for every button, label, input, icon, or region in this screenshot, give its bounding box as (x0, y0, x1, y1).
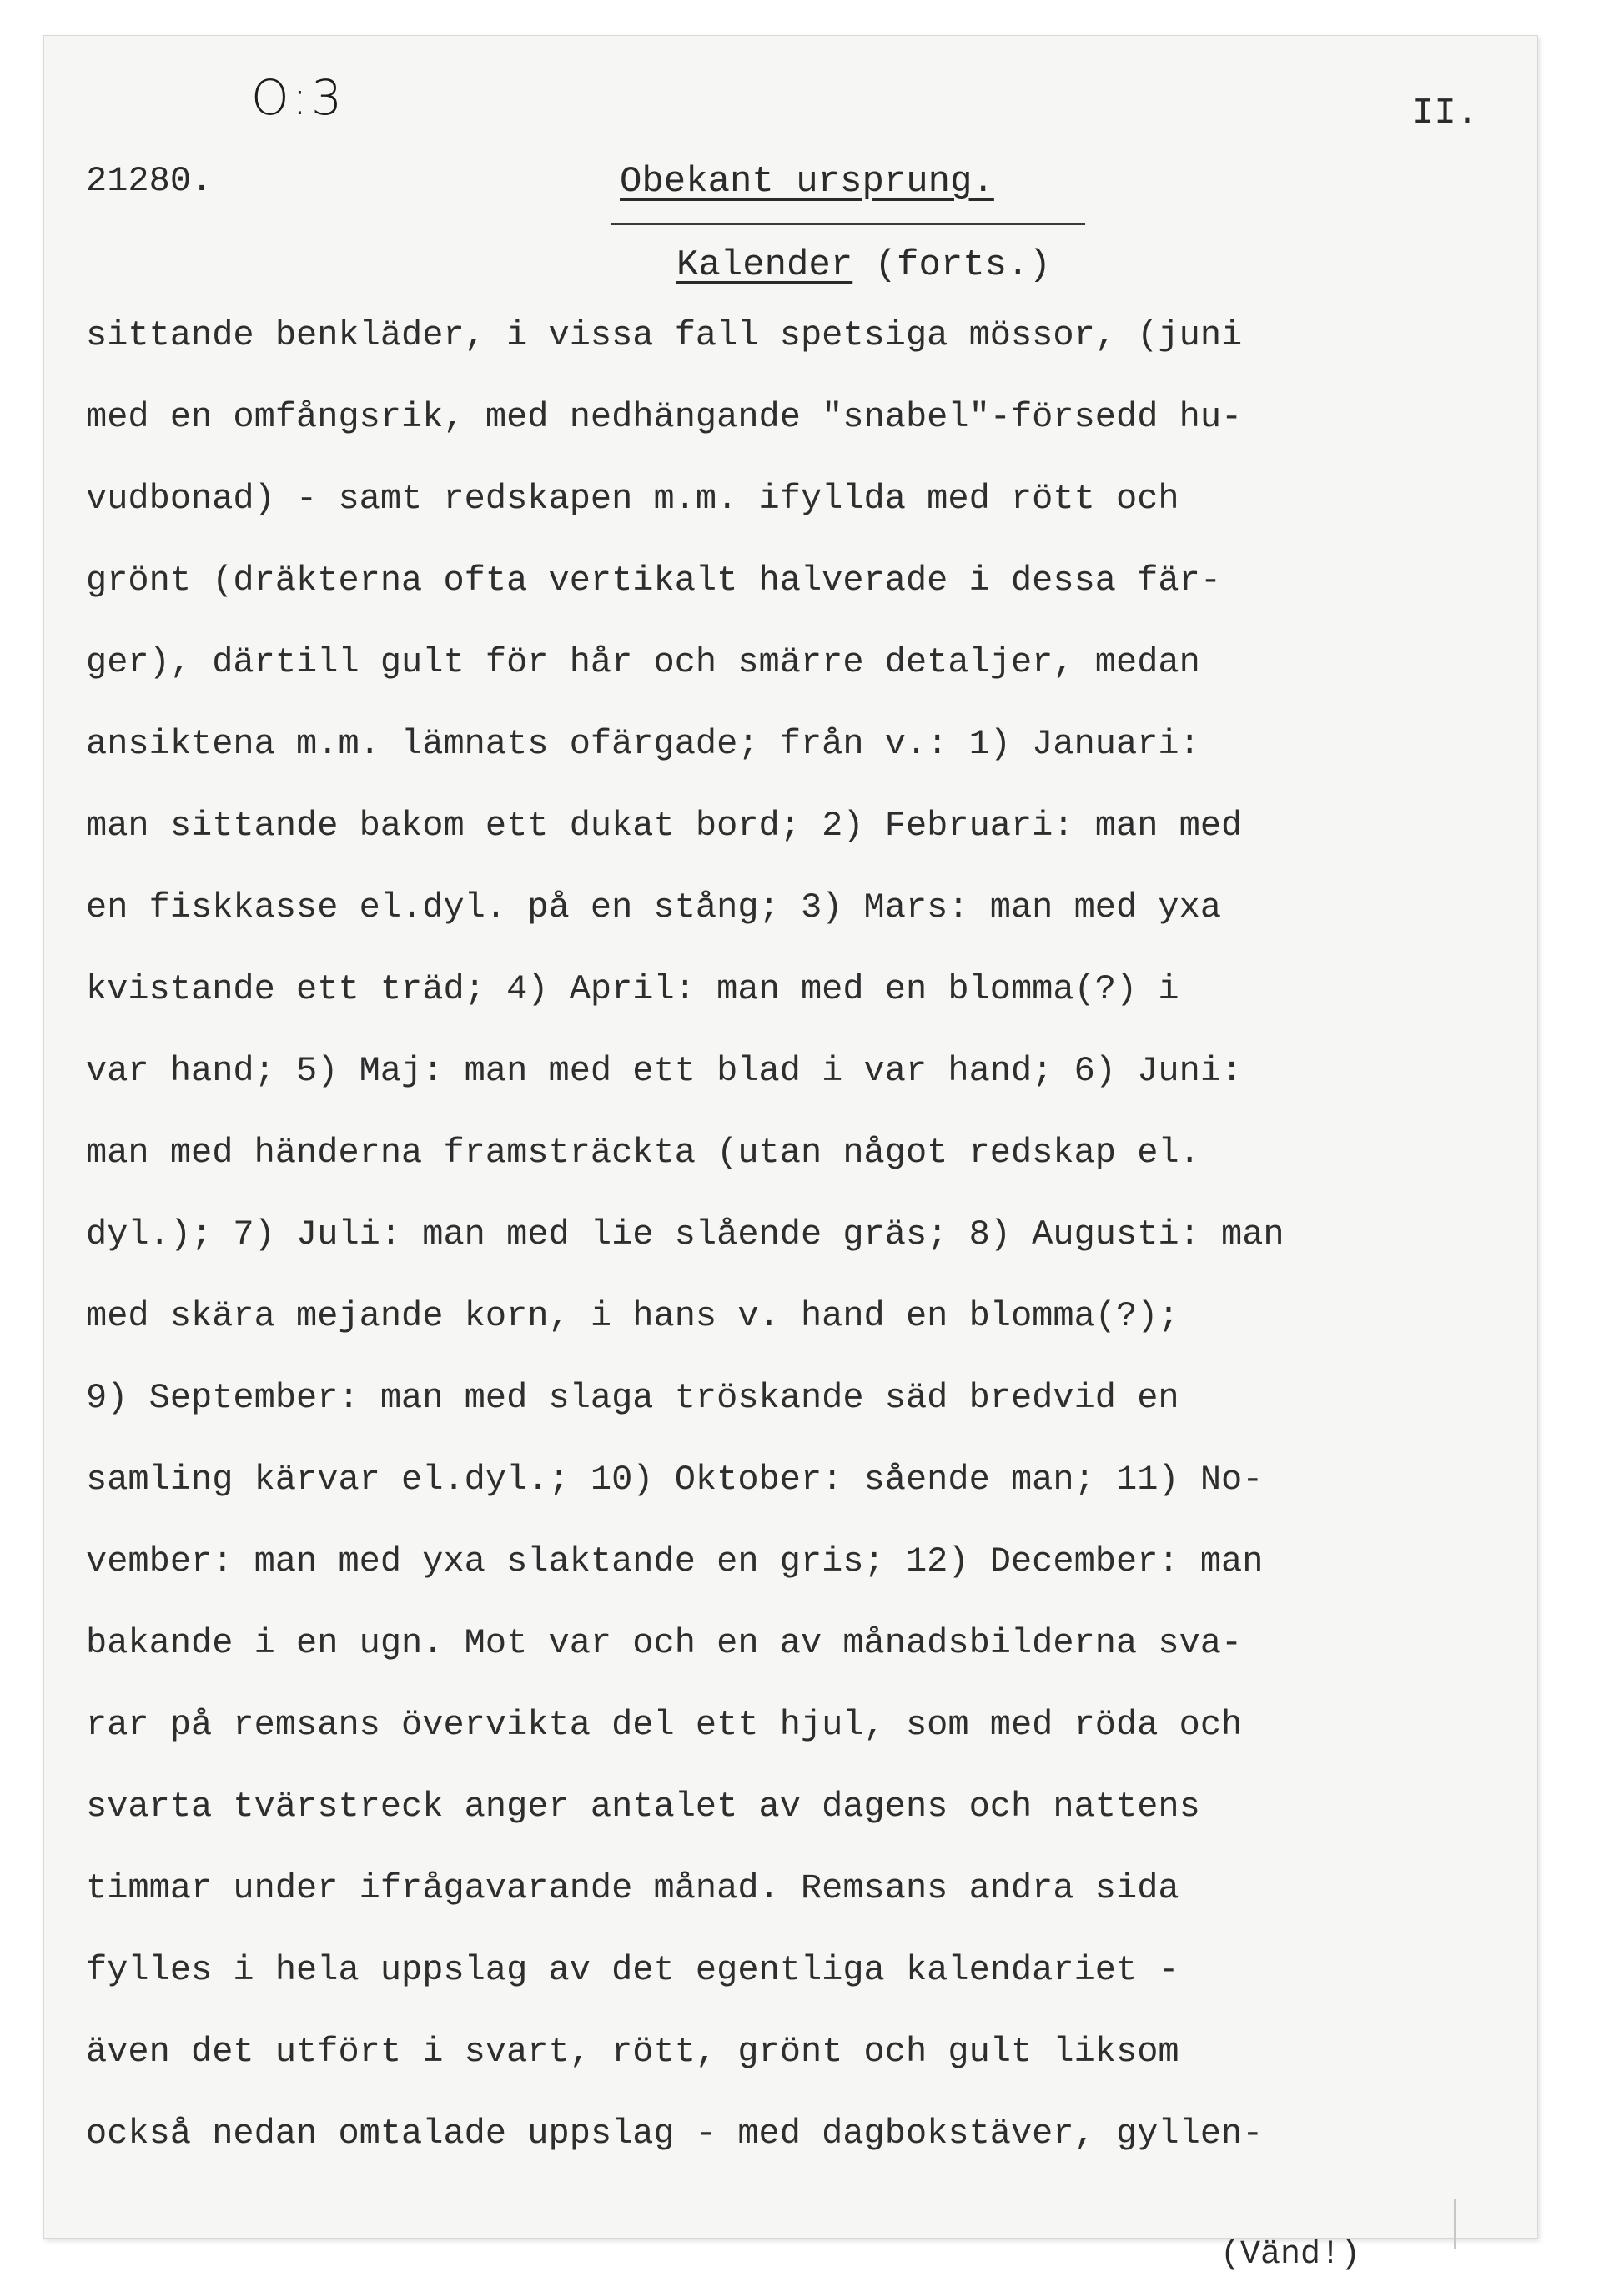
body-line: 9) September: man med slaga tröskande säd bredvid en (86, 1378, 1179, 1418)
body-line: ger), därtill gult för hår och smärre detaljer, medan (86, 642, 1200, 682)
body-line: man sittande bakom ett dukat bord; 2) Februari: man med (86, 806, 1243, 846)
body-line: man med händerna framsträckta (utan något redskap el. (86, 1133, 1200, 1173)
footer-note: (Vänd!) (1220, 2236, 1361, 2274)
body-line: rar på remsans övervikta del ett hjul, som med röda och (86, 1705, 1243, 1745)
heading-rule (611, 223, 1085, 225)
body-line: med en omfångsrik, med nedhängande "snabel"-försedd hu- (86, 397, 1243, 437)
body-line: svarta tvärstreck anger antalet av dagens och nattens (86, 1787, 1200, 1827)
index-card (43, 35, 1538, 2274)
subheading-main: Kalender (676, 244, 853, 286)
paper-mark (1454, 2199, 1456, 2249)
body-line: med skära mejande korn, i hans v. hand en blomma(?); (86, 1296, 1179, 1336)
body-line: bakande i en ugn. Mot var och en av månadsbilderna sva- (86, 1623, 1243, 1663)
body-line: fylles i hela uppslag av det egentliga kalendariet - (86, 1950, 1179, 1990)
subheading (676, 244, 1051, 286)
handwritten-code: O:3 (251, 69, 346, 126)
page-number: II. (1412, 93, 1479, 134)
body-line: grönt (dräkterna ofta vertikalt halverade i dessa fär- (86, 560, 1222, 601)
body-line: sittande benkläder, i vissa fall spetsiga mössor, (juni (86, 315, 1243, 355)
subheading-suffix: (forts.) (852, 244, 1051, 286)
body-text (86, 294, 1521, 2174)
body-line: vudbonad) - samt redskapen m.m. ifyllda med rött och (86, 479, 1179, 519)
body-line: dyl.); 7) Juli: man med lie slående gräs; 8) Augusti: man (86, 1214, 1285, 1254)
body-line: samling kärvar el.dyl.; 10) Oktober: sående man; 11) No- (86, 1460, 1264, 1500)
body-line: var hand; 5) Maj: man med ett blad i var hand; 6) Juni: (86, 1051, 1243, 1091)
body-line: en fiskkasse el.dyl. på en stång; 3) Mars: man med yxa (86, 887, 1222, 927)
heading: Obekant ursprung. (620, 161, 994, 203)
body-line: ansiktena m.m. lämnats ofärgade; från v.: 1) Januari: (86, 724, 1200, 764)
body-line: också nedan omtalade uppslag - med dagbokstäver, gyllen- (86, 2114, 1264, 2154)
body-line: kvistande ett träd; 4) April: man med en blomma(?) i (86, 969, 1179, 1009)
body-line: vember: man med yxa slaktande en gris; 12) December: man (86, 1541, 1264, 1581)
record-id: 21280. (86, 161, 213, 201)
body-line: timmar under ifrågavarande månad. Remsans andra sida (86, 1868, 1179, 1908)
body-line: även det utfört i svart, rött, grönt och gult liksom (86, 2032, 1179, 2072)
